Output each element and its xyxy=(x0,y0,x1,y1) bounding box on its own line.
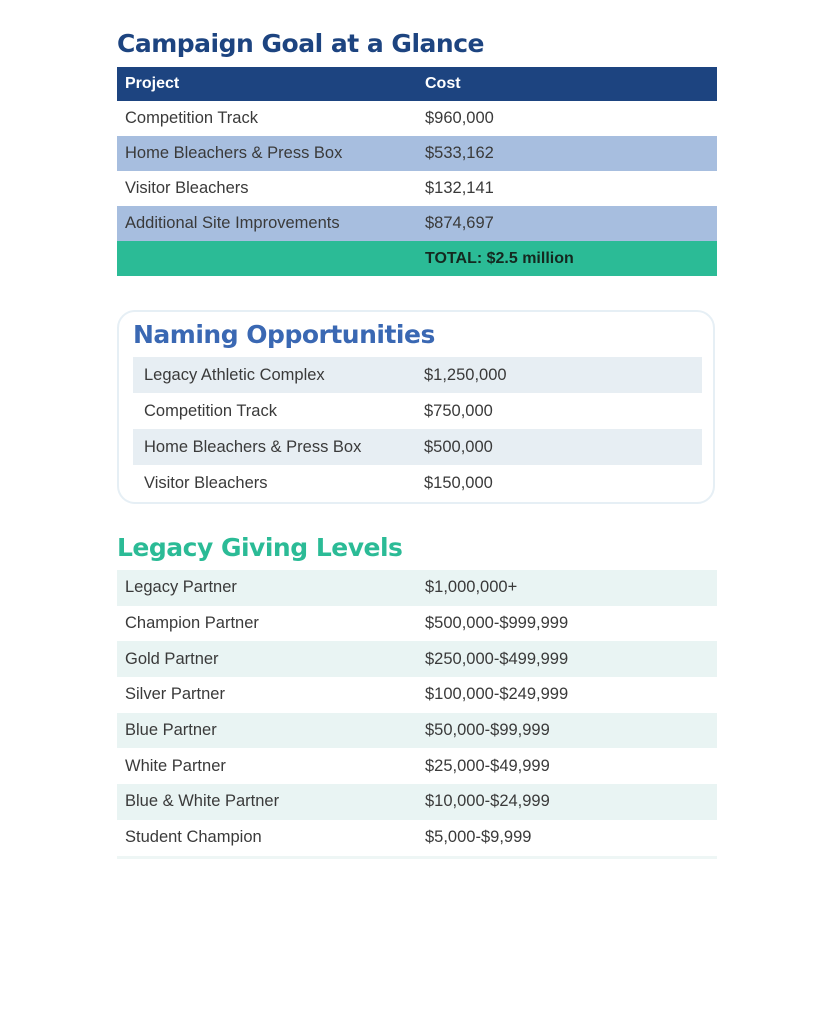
naming-item: Home Bleachers & Press Box xyxy=(144,437,362,456)
level-range: $1,000,000+ xyxy=(425,578,518,597)
naming-table xyxy=(133,357,702,501)
naming-amount: $500,000 xyxy=(424,437,493,456)
total-label: TOTAL: $2.5 million xyxy=(425,249,574,267)
level-range: $10,000-$24,999 xyxy=(425,792,550,811)
total-row xyxy=(117,241,717,276)
table-row xyxy=(117,606,717,642)
project-name: Home Bleachers & Press Box xyxy=(125,144,343,162)
campaign-table-header xyxy=(117,67,717,101)
legacy-table xyxy=(117,570,717,859)
naming-item: Legacy Athletic Complex xyxy=(144,365,325,384)
table-row xyxy=(133,393,702,429)
table-row xyxy=(133,465,702,501)
table-row xyxy=(117,713,717,749)
table-row xyxy=(117,677,717,713)
table-row xyxy=(117,748,717,784)
table-row xyxy=(133,429,702,465)
campaign-title: Campaign Goal at a Glance xyxy=(117,29,484,58)
project-name: Visitor Bleachers xyxy=(125,179,249,197)
level-range: $250,000-$499,999 xyxy=(425,649,569,668)
table-row xyxy=(117,206,717,241)
project-cost: $960,000 xyxy=(425,109,494,127)
table-row xyxy=(133,357,702,393)
level-name: Champion Partner xyxy=(125,614,259,633)
project-name: Additional Site Improvements xyxy=(125,214,340,232)
table-row xyxy=(117,784,717,820)
level-name: Legacy Partner xyxy=(125,578,237,597)
level-name: Student Champion xyxy=(125,828,262,847)
project-cost: $874,697 xyxy=(425,214,494,232)
level-range: $100,000-$249,999 xyxy=(425,685,569,704)
table-row xyxy=(117,171,717,206)
naming-item: Visitor Bleachers xyxy=(144,473,268,492)
naming-amount: $750,000 xyxy=(424,401,493,420)
project-name: Competition Track xyxy=(125,109,258,127)
naming-amount: $150,000 xyxy=(424,473,493,492)
header-project: Project xyxy=(125,75,180,92)
level-name: Blue Partner xyxy=(125,721,217,740)
project-cost: $132,141 xyxy=(425,179,494,197)
table-row xyxy=(117,641,717,677)
table-row xyxy=(117,570,717,606)
level-name: Gold Partner xyxy=(125,649,219,668)
legacy-title: Legacy Giving Levels xyxy=(117,533,403,562)
table-row xyxy=(117,136,717,171)
level-name: Blue & White Partner xyxy=(125,792,280,811)
level-range: $5,000-$9,999 xyxy=(425,828,532,847)
header-cost: Cost xyxy=(425,75,461,92)
level-range: $50,000-$99,999 xyxy=(425,721,550,740)
level-name: Silver Partner xyxy=(125,685,225,704)
naming-amount: $1,250,000 xyxy=(424,365,507,384)
campaign-table xyxy=(117,67,717,276)
level-range: $25,000-$49,999 xyxy=(425,756,550,775)
table-row xyxy=(117,101,717,136)
table-row xyxy=(117,820,717,856)
naming-title: Naming Opportunities xyxy=(133,320,435,349)
level-range: $500,000-$999,999 xyxy=(425,614,569,633)
level-name: White Partner xyxy=(125,756,226,775)
project-cost: $533,162 xyxy=(425,144,494,162)
naming-item: Competition Track xyxy=(144,401,277,420)
